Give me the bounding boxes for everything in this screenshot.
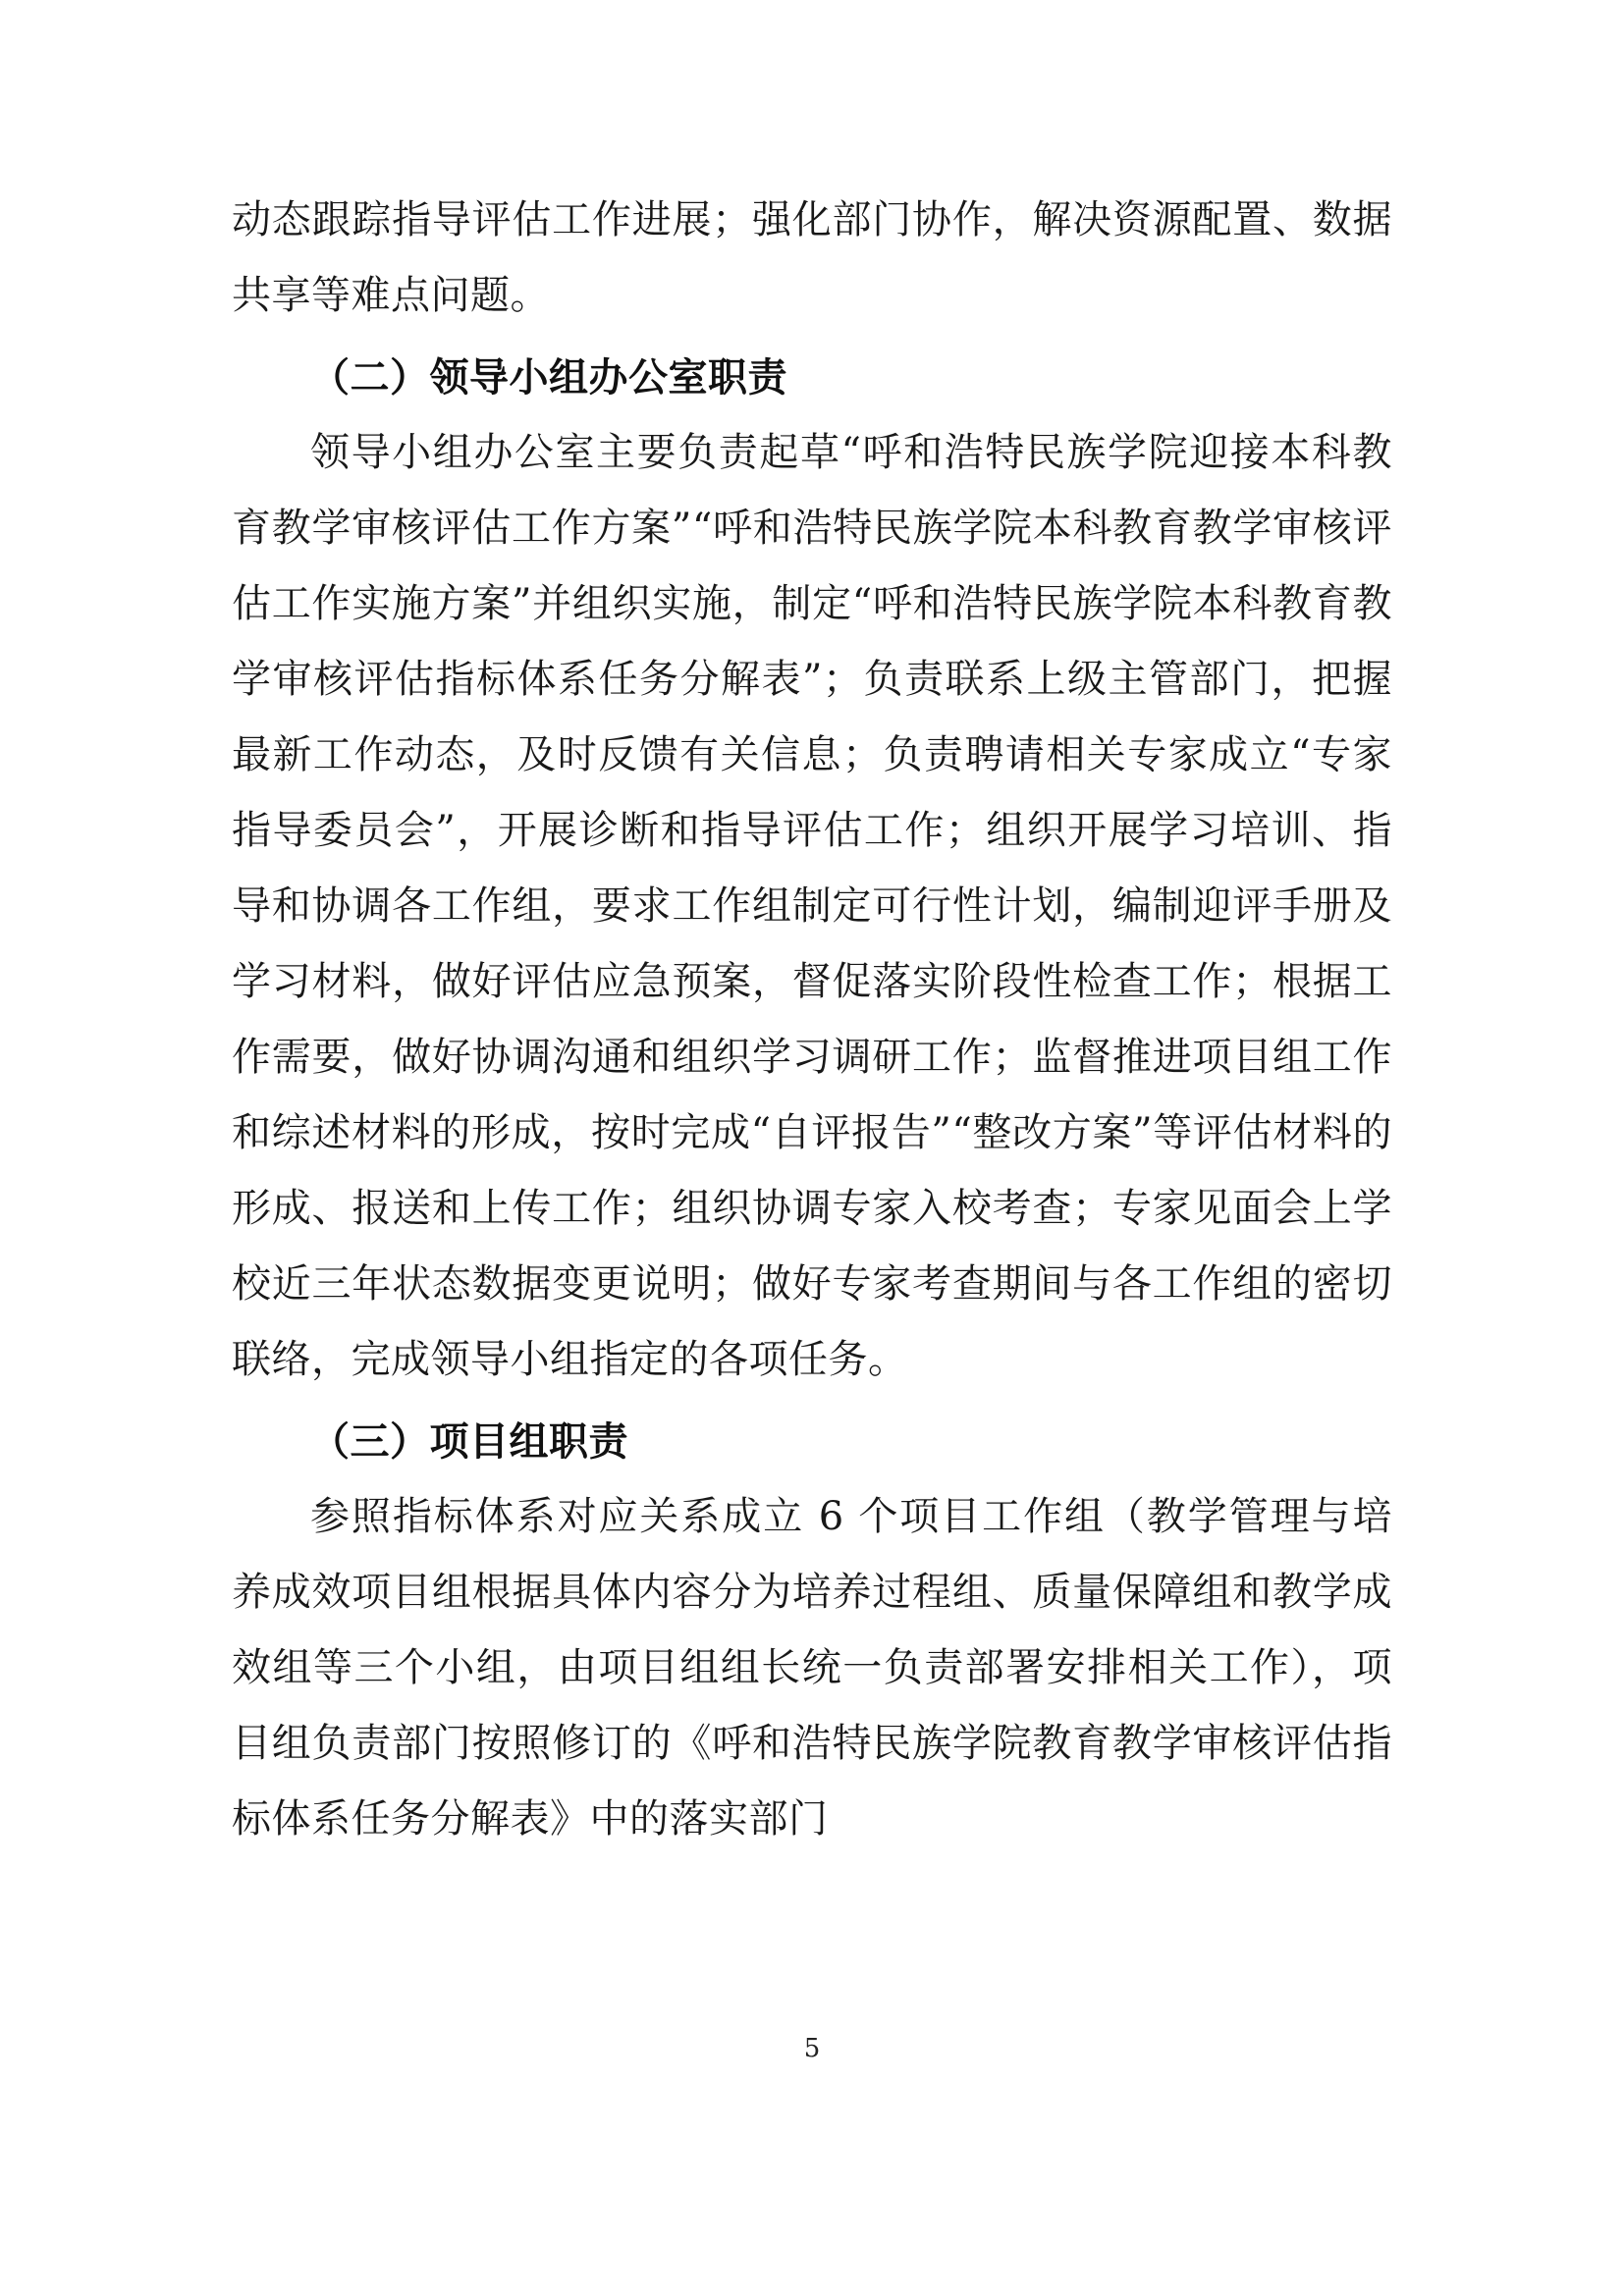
page-number: 5	[803, 2034, 821, 2063]
paragraph-office-duties: 领导小组办公室主要负责起草“呼和浩特民族学院迎接本科教育教学审核评估工作方案”“呼和浩特民族学院本科教育教学审核评估工作实施方案”并组织实施，制定“呼和浩特民族学院本科教育教学审核评估指标体系任务分解表”；负责联系上级主管部门，把握最新工作动态，及时反馈有关信息；负责聘请相关专家成立“专家指导委员会”，开展诊断和指导评估工作；组织开展学习培训、指导和协调各工作组，要求工作组制定可行性计划，编制迎评手册及学习材料，做好评估应急预案，督促落实阶段性检查工作；根据工作需要，做好协调沟通和组织学习调研工作；监督推进项目组工作和综述材料的形成，按时完成“自评报告”“整改方案”等评估材料的形成、报送和上传工作；组织协调专家入校考查；专家见面会上学校近三年状态数据变更说明；做好专家考查期间与各工作组的密切联络，完成领导小组指定的各项任务。	[232, 430, 1392, 1382]
paragraph-continuation: 动态跟踪指导评估工作进展；强化部门协作，解决资源配置、数据共享等难点问题。	[232, 197, 1392, 318]
section-heading-project-group-duties: （三）项目组职责	[310, 1418, 628, 1465]
page-content	[232, 183, 1392, 1857]
paragraph-project-group-duties: 参照指标体系对应关系成立 6 个项目工作组（教学管理与培养成效项目组根据具体内容分为培养过程组、质量保障组和教学成效组等三个小组，由项目组组长统一负责部署安排相关工作），项目组负责部门按照修订的《呼和浩特民族学院教育教学审核评估指标体系任务分解表》中的落实部门	[232, 1494, 1392, 1842]
section-heading-office-duties: （二）领导小组办公室职责	[310, 354, 787, 400]
